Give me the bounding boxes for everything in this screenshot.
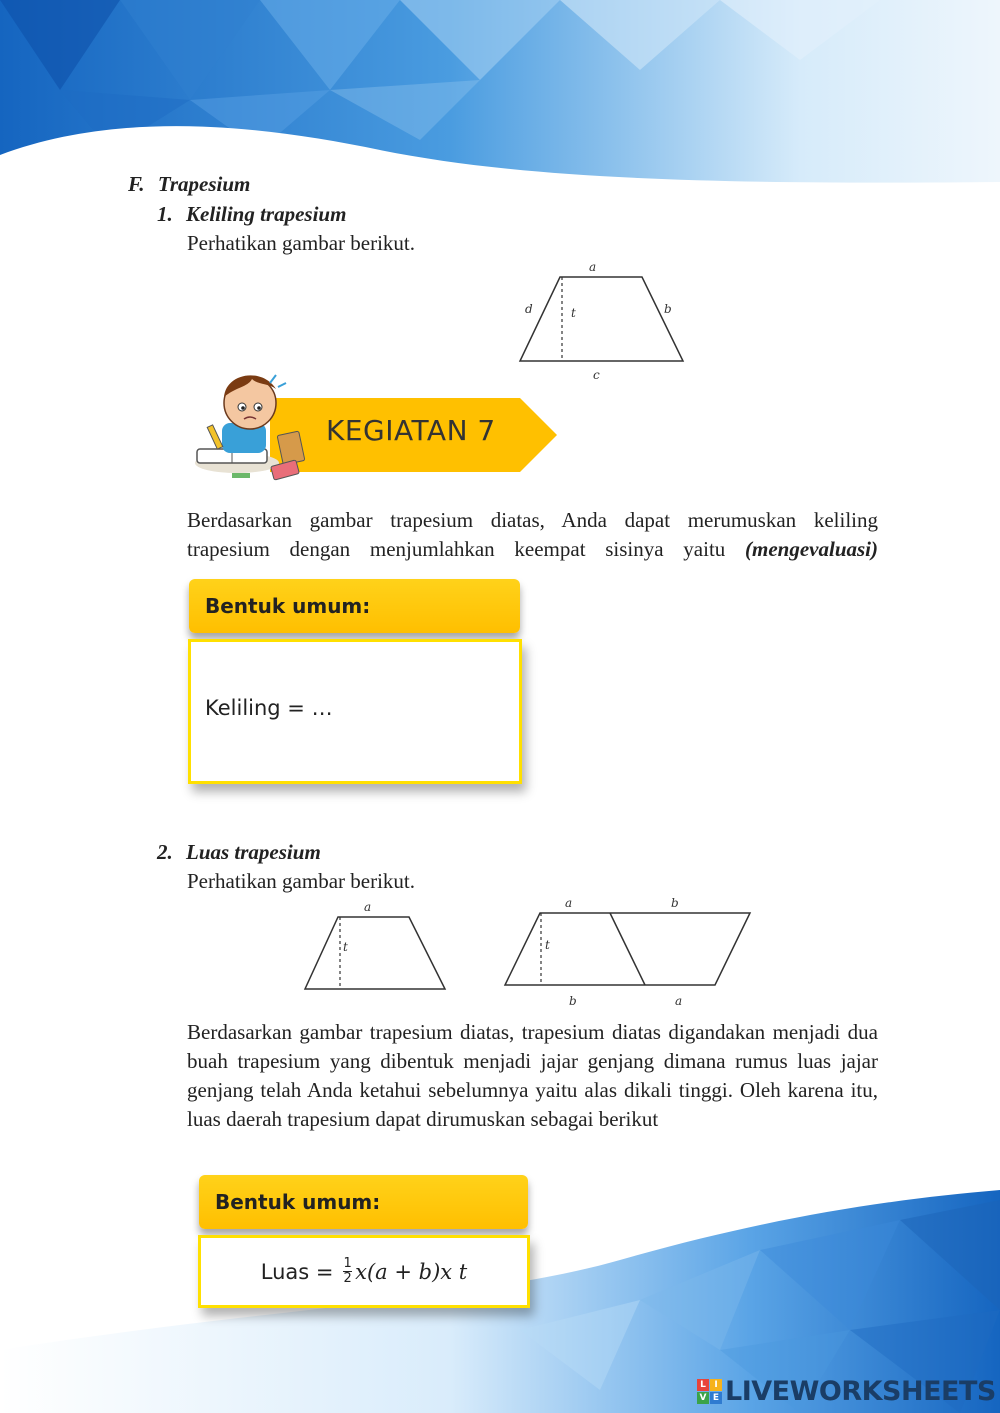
parallelogram-composite (505, 896, 750, 1008)
part1-intro: Perhatikan gambar berikut. (187, 231, 416, 255)
section-heading (128, 172, 250, 197)
logo-wordmark: LIVEWORKSHEETS (725, 1376, 996, 1407)
small-label-t: t (343, 940, 348, 954)
part2-intro: Perhatikan gambar berikut. (187, 869, 416, 893)
part1-number: 1. (157, 202, 173, 226)
composite-label-b-top: b (671, 896, 679, 910)
area-formula-prefix: Luas = (260, 1259, 341, 1284)
paragraph-perimeter (187, 506, 878, 564)
general-form-header-2-label: Bentuk umum: (215, 1190, 381, 1214)
trapezoid-shape (520, 277, 683, 361)
section-title: Trapesium (157, 172, 251, 196)
badge-letter-l: L (697, 1379, 709, 1391)
area-formula-box (198, 1235, 530, 1308)
section-letter: F. (128, 172, 145, 196)
paragraph-perimeter-text: Berdasarkan gambar trapesium diatas, Anda dapat merumuskan keliling trapesium dengan menjumlahkan keempat sisinya yaitu (187, 508, 878, 561)
activity-title: KEGIATAN 7 (326, 414, 496, 447)
paragraph-area: Berdasarkan gambar trapesium diatas, trapesium diatas digandakan menjadi dua buah trapesium yang dibentuk menjadi jajar genjang dimana rumus luas jajar genjang telah Anda ketahui sebelumnya yaitu alas dikali tinggi. Oleh karena itu, luas daerah trapesium dapat dirumuskan sebagai berikut (187, 1020, 878, 1131)
small-label-a: a (364, 900, 372, 914)
liveworksheets-logo[interactable] (697, 1376, 996, 1407)
logo-badge-icon (697, 1379, 722, 1404)
header-decoration (0, 0, 1000, 190)
general-form-header-2 (199, 1175, 528, 1229)
general-form-header-1-label: Bentuk umum: (205, 594, 371, 618)
part2-number: 2. (157, 840, 173, 864)
perimeter-formula: Keliling = … (205, 696, 333, 720)
label-b: b (664, 302, 672, 316)
composite-label-a-top: a (565, 896, 573, 910)
composite-label-a-bottom: a (675, 994, 683, 1008)
part2-heading (157, 840, 321, 865)
area-formula-fraction (343, 1257, 352, 1286)
part2-title: Luas trapesium (186, 840, 321, 864)
trapezoid-small (305, 900, 445, 989)
fraction-denominator: 2 (343, 1271, 352, 1286)
perimeter-formula-box[interactable] (188, 639, 522, 784)
label-t: t (571, 306, 576, 320)
fraction-numerator: 1 (343, 1256, 352, 1271)
general-form-header-1 (189, 579, 520, 633)
paragraph-perimeter-emphasis: (mengevaluasi) (745, 537, 878, 561)
label-a: a (589, 260, 597, 274)
area-figures (295, 893, 765, 1013)
part1-title: Keliling trapesium (186, 202, 347, 226)
label-c: c (593, 368, 600, 382)
label-d: d (525, 302, 533, 316)
area-formula (261, 1257, 468, 1286)
part1-heading (157, 202, 346, 227)
badge-letter-v: V (697, 1392, 709, 1404)
badge-letter-e: E (710, 1392, 722, 1404)
composite-label-t: t (545, 938, 550, 952)
composite-label-b-bottom: b (569, 994, 577, 1008)
badge-letter-i: I (710, 1379, 722, 1391)
area-formula-suffix: 𝑥(𝑎 + 𝑏)𝑥 𝑡 (355, 1259, 468, 1284)
